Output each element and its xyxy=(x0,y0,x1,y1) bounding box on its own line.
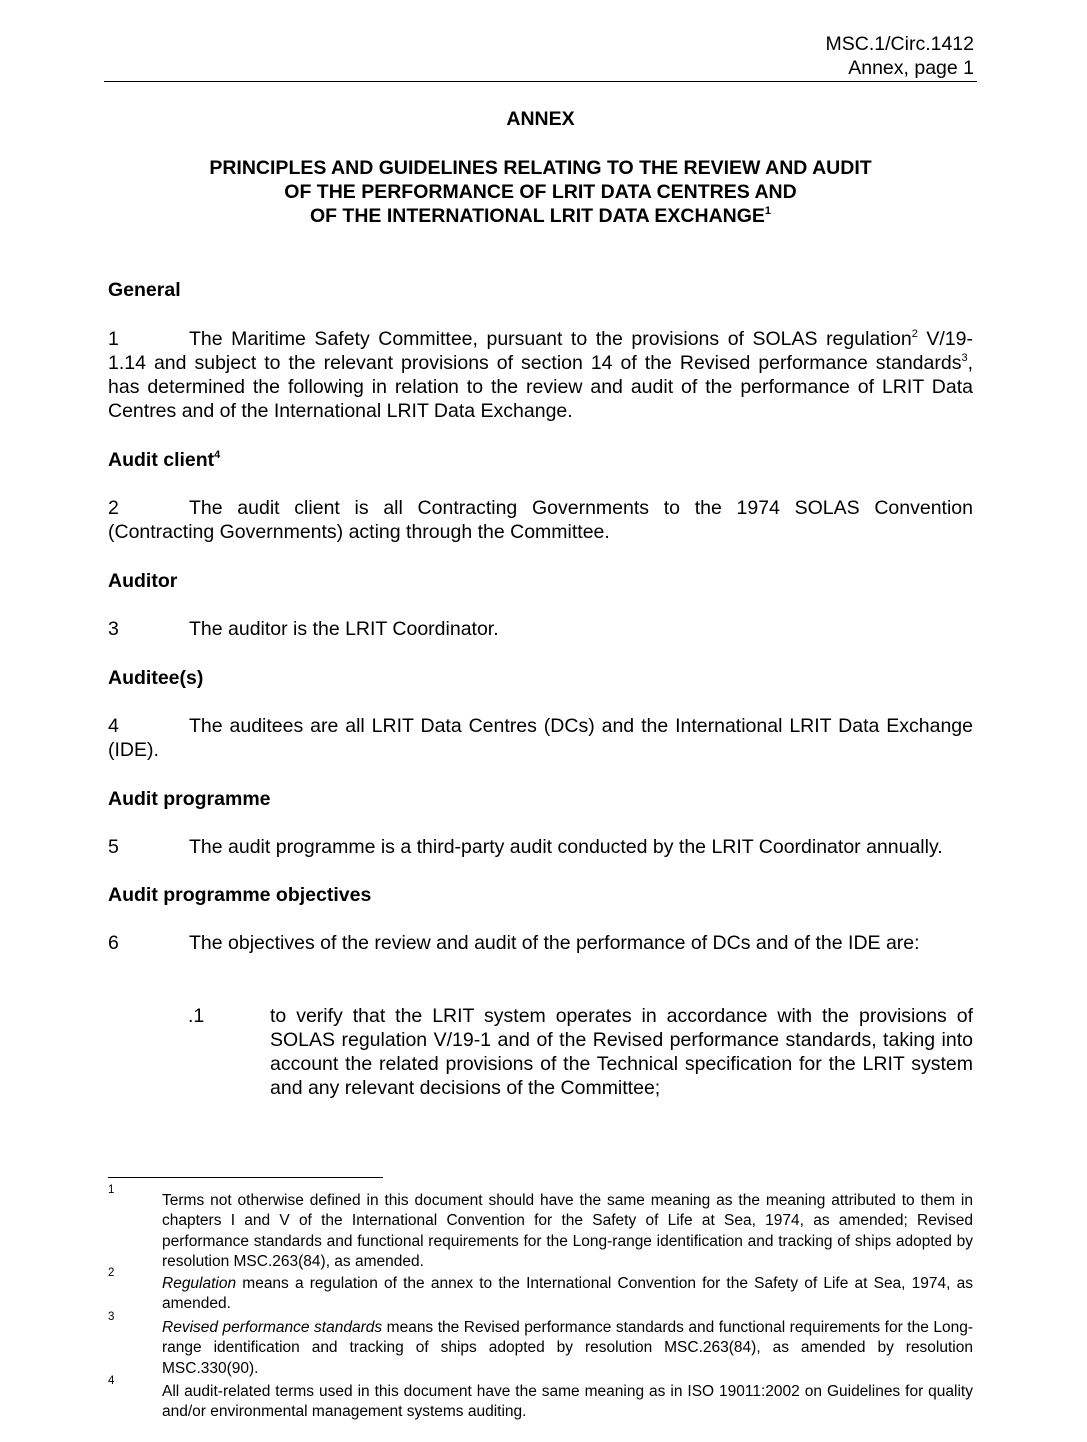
footnote-3 xyxy=(108,1311,973,1379)
paragraph-text: The audit programme is a third-party audit conducted by the LRIT Coordinator annually. xyxy=(189,836,943,858)
footnote-defined-term: Regulation xyxy=(162,1275,237,1292)
paragraph-text: The auditees are all LRIT Data Centres (DCs) and the International LRIT Data Exchange (IDE). xyxy=(108,715,973,761)
subparagraph-number: .1 xyxy=(188,1005,205,1027)
footnote-number: 1 xyxy=(108,1184,115,1196)
paragraph-number: 3 xyxy=(108,618,119,640)
paragraph-number: 6 xyxy=(108,932,119,954)
paragraph-1 xyxy=(108,327,973,423)
paragraph-text: V/19-1.14 and subject to the relevant provisions of section 14 of the Revised performance standards xyxy=(108,328,973,374)
title-line-1: PRINCIPLES AND GUIDELINES RELATING TO THE REVIEW AND AUDIT xyxy=(209,157,872,179)
heading-audit-programme: Audit programme xyxy=(108,788,271,810)
paragraph-number: 2 xyxy=(108,497,119,519)
footnote-definition: means a regulation of the annex to the International Convention for the Safety of Life at Sea, 1974, as amended. xyxy=(162,1275,973,1313)
heading-text: Audit client xyxy=(108,449,215,471)
paragraph-text: The audit client is all Contracting Governments to the 1974 SOLAS Convention (Contracting Governments) acting through the Committee. xyxy=(108,497,973,543)
paragraph-number: 4 xyxy=(108,715,119,737)
heading-audit-programme-objectives: Audit programme objectives xyxy=(108,884,372,906)
paragraph-text: The auditor is the LRIT Coordinator. xyxy=(189,618,499,640)
header-rule xyxy=(104,81,977,82)
footnote-4 xyxy=(108,1375,973,1423)
paragraph-6 xyxy=(108,931,973,955)
paragraph-text: , has determined the following in relation to the review and audit of the performance of LRIT Data Centres and of the International LRIT Data Exchange. xyxy=(108,352,973,422)
paragraph-text: The Maritime Safety Committee, pursuant to the provisions of SOLAS regulation xyxy=(189,328,912,350)
footnote-text xyxy=(162,1274,973,1315)
title-line-2: OF THE PERFORMANCE OF LRIT DATA CENTRES AND xyxy=(284,181,797,203)
heading-general: General xyxy=(108,279,181,301)
footnote-number: 4 xyxy=(108,1375,115,1387)
heading-auditees: Auditee(s) xyxy=(108,667,204,689)
title-line-3-text: OF THE INTERNATIONAL LRIT DATA EXCHANGE xyxy=(309,205,765,227)
footnote-ref: 4 xyxy=(214,449,221,461)
heading-auditor: Auditor xyxy=(108,570,178,592)
footnote-number: 3 xyxy=(108,1311,115,1323)
title-footnote-ref: 1 xyxy=(764,205,772,217)
footnote-text: Terms not otherwise defined in this document should have the same meaning as the meaning attributed to them in chapters I and V of the International Convention for the Safety of Life at Sea, 1974, as amended; Revised performance standards and functional requirements for the Long-range identification and tracking of ships adopted by resolution MSC.263(84), as amended. xyxy=(162,1192,973,1270)
footnote-defined-term: Revised performance standards xyxy=(162,1319,383,1336)
annex-label: ANNEX xyxy=(506,108,575,130)
heading-audit-client xyxy=(108,448,220,472)
subparagraph-text: to verify that the LRIT system operates in accordance with the provisions of SOLAS regulation V/19-1 and of the Revised performance standards, taking into account the related provisions of the Technical specification for the LRIT system and any relevant decisions of the Committee; xyxy=(270,1005,973,1099)
footnote-text xyxy=(162,1318,973,1379)
paragraph-2 xyxy=(108,496,973,544)
subparagraph-6-1 xyxy=(188,1004,973,1100)
footnote-ref: 3 xyxy=(961,352,968,364)
footnote-definition: means the Revised performance standards and functional requirements for the Long-range identification and tracking of ships adopted by resolution MSC.263(84), as amended by resolution MSC.330(90). xyxy=(162,1319,973,1377)
paragraph-number: 1 xyxy=(108,328,119,350)
paragraph-4 xyxy=(108,714,973,762)
paragraph-number: 5 xyxy=(108,836,119,858)
page-reference: Annex, page 1 xyxy=(848,57,974,79)
paragraph-5 xyxy=(108,835,973,859)
footnote-number: 2 xyxy=(108,1267,115,1279)
footnote-1 xyxy=(108,1184,973,1272)
document-reference: MSC.1/Circ.1412 xyxy=(825,33,974,55)
footnote-separator xyxy=(108,1177,383,1178)
footnote-2 xyxy=(108,1267,973,1315)
footnote-ref: 2 xyxy=(911,328,918,340)
paragraph-text: The objectives of the review and audit of the performance of DCs and of the IDE are: xyxy=(189,932,920,954)
footnote-text: All audit-related terms used in this document have the same meaning as in ISO 19011:2002 on Guidelines for quality and/or environmental management systems auditing. xyxy=(162,1383,973,1421)
paragraph-3 xyxy=(108,617,973,641)
title-line-3 xyxy=(104,204,977,228)
